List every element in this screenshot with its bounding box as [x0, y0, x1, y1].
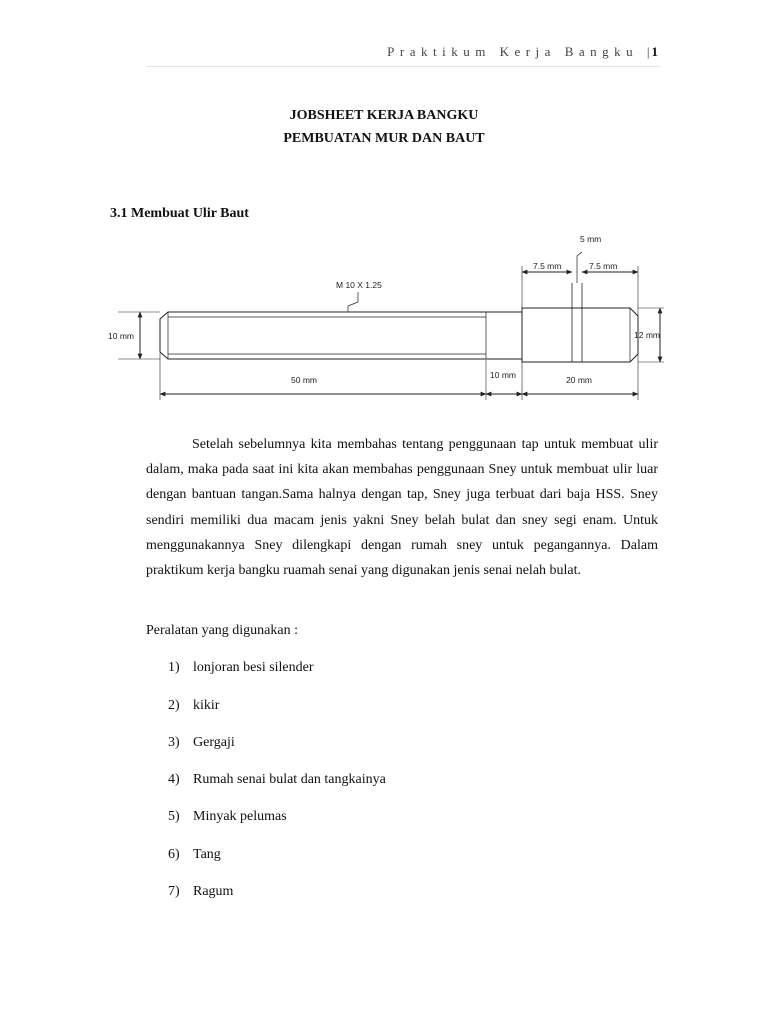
header-title: Praktikum Kerja Bangku — [387, 44, 639, 59]
section-heading: 3.1 Membuat Ulir Baut — [110, 206, 249, 221]
document-subtitle: PEMBUATAN MUR DAN BAUT — [283, 131, 485, 146]
header-separator: | — [646, 44, 652, 59]
label-10mm-dia: 10 mm — [108, 331, 134, 341]
bolt-head-outline — [522, 308, 638, 362]
list-text: Minyak pelumas — [193, 809, 287, 824]
list-number: 5) — [168, 809, 180, 824]
list-item — [168, 772, 386, 788]
document-title: JOBSHEET KERJA BANGKU — [289, 108, 479, 123]
list-text: Gergaji — [193, 735, 235, 750]
label-75-left: 7.5 mm — [533, 261, 562, 271]
list-text: Rumah senai bulat dan tangkainya — [193, 772, 386, 787]
list-text: kikir — [193, 698, 220, 713]
list-item — [168, 735, 235, 751]
label-5mm: 5 mm — [580, 234, 602, 244]
list-number: 2) — [168, 698, 180, 713]
label-20mm: 20 mm — [566, 375, 592, 385]
list-number: 4) — [168, 772, 180, 787]
bolt-technical-drawing — [100, 228, 680, 410]
list-number: 3) — [168, 735, 180, 750]
list-item — [168, 884, 233, 900]
label-50mm: 50 mm — [291, 375, 317, 385]
header-rule — [146, 66, 660, 67]
list-number: 6) — [168, 847, 180, 862]
groove-leader — [577, 252, 582, 283]
body-paragraph: Setelah sebelumnya kita membahas tentang penggunaan tap untuk membuat ulir dalam, maka pada saat ini kita akan membahas penggunaan Sney untuk membuat ulir luar dengan bantuan tangan.Sama halnya dengan tap, Sney juga terbuat dari baja HSS. Sney sendiri memiliki dua macam jenis yakni Sney belah bulat dan sney segi enam. Untuk menggunakannya Sney dilengkapi dengan rumah sney untuk pegangannya. Dalam praktikum kerja bangku ruamah senai yang digunakan jenis senai nelah bulat. — [146, 437, 658, 579]
label-thread-spec: M 10 X 1.25 — [336, 280, 382, 290]
label-10mm-len: 10 mm — [490, 370, 516, 380]
list-text: lonjoran besi silender — [193, 660, 314, 675]
list-item — [168, 698, 219, 714]
list-item — [168, 847, 221, 863]
tools-heading: Peralatan yang digunakan : — [146, 623, 299, 638]
list-item — [168, 660, 314, 676]
label-12mm-dia: 12 mm — [634, 330, 660, 340]
page-header — [387, 44, 658, 60]
bolt-shaft-outline — [160, 312, 522, 359]
page-number: 1 — [651, 44, 658, 59]
list-text: Ragum — [193, 884, 234, 899]
list-item — [168, 809, 287, 825]
thread-leader — [348, 292, 358, 312]
list-text: Tang — [193, 847, 221, 862]
list-number: 1) — [168, 660, 180, 675]
label-75-right: 7.5 mm — [589, 261, 618, 271]
list-number: 7) — [168, 884, 180, 899]
